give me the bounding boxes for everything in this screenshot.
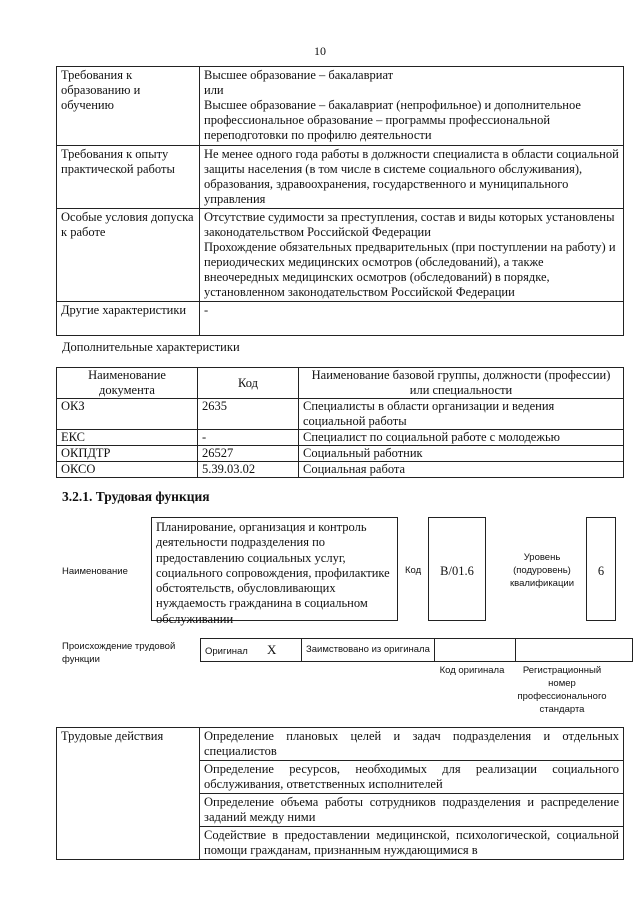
function-code-box: B/01.6 — [428, 517, 486, 621]
header-code: Код — [198, 368, 299, 399]
labor-action: Содействие в предоставлении медицинской, психологической, социальной помощи гражданам, признанным нуждающимися в — [200, 827, 624, 860]
requirement-label: Требования к опыту практической работы — [57, 146, 200, 209]
original-code-cell — [435, 639, 516, 662]
registration-number-cell — [516, 639, 633, 662]
table-row — [57, 67, 624, 146]
requirements-table — [56, 66, 624, 336]
level-label: Уровень (подуровень) квалификации — [509, 552, 575, 589]
table-row: ЕКС - Специалист по социальной работе с молодежью — [57, 430, 624, 446]
origin-label: Происхождение трудовой функции — [62, 641, 176, 665]
code-caption: Код оригинала — [439, 665, 505, 676]
original-cell: Оригинал X — [201, 639, 302, 662]
original-mark: X — [266, 641, 277, 657]
code-label: Код — [405, 565, 422, 576]
labor-action: Определение плановых целей и задач подразделения и отдельных специалистов — [200, 728, 624, 761]
table-row — [57, 728, 624, 761]
requirement-value: - — [200, 302, 624, 336]
requirement-label: Особые условия допуска к работе — [57, 209, 200, 302]
additional-title: Дополнительные характеристики — [62, 340, 240, 354]
table-row — [57, 146, 624, 209]
table-row — [57, 209, 624, 302]
header-name: Наименование базовой группы, должности (профессии) или специальности — [299, 368, 624, 399]
labor-action: Определение объема работы сотрудников подразделения и распределение заданий между ними — [200, 794, 624, 827]
additional-table — [56, 367, 624, 478]
origin-table — [200, 638, 633, 662]
function-level-box: 6 — [586, 517, 616, 621]
name-label: Наименование — [62, 566, 128, 577]
table-row — [57, 302, 624, 336]
function-name-box: Планирование, организация и контроль деятельности подразделения по предоставлению социальных услуг, социального сопровождения, профилактике обстоятельств, обусловливающих нуждаемость гражданина в социальном обслуживании — [151, 517, 398, 621]
table-row: ОКЗ 2635 Специалисты в области организации и ведения социальной работы — [57, 399, 624, 430]
labor-actions-label: Трудовые действия — [57, 728, 200, 860]
table-header — [57, 368, 624, 399]
requirement-label: Требования к образованию и обучению — [57, 67, 200, 146]
requirement-label: Другие характеристики — [57, 302, 200, 336]
labor-actions-table — [56, 727, 624, 860]
table-row: ОКСО 5.39.03.02 Социальная работа — [57, 462, 624, 478]
labor-action: Определение ресурсов, необходимых для реализации социального обслуживания, ответственных исполнителей — [200, 761, 624, 794]
table-row — [201, 639, 633, 662]
borrowed-cell: Заимствовано из оригинала — [302, 639, 435, 662]
table-row: ОКПДТР 26527 Социальный работник — [57, 446, 624, 462]
requirement-value: Отсутствие судимости за преступления, состав и виды которых установлены законодательством Российской Федерации Прохождение обязательных предварительных (при поступлении на работу) и периодических медицинских осмотров (обследований), а также внеочередных медицинских осмотров (обследований) в порядке, установленном законодательством Российской Федерации — [200, 209, 624, 302]
reg-caption: Регистрационный номер профессионального стандарта — [517, 665, 607, 715]
requirement-value: Не менее одного года работы в должности специалиста в области социальной защиты населения (в том числе в системе социального обслуживания), образования, здравоохранения, государственного и муниципального управления — [200, 146, 624, 209]
function-heading: 3.2.1. Трудовая функция — [62, 489, 210, 504]
page-number: 10 — [314, 44, 326, 58]
header-doc: Наименование документа — [57, 368, 198, 399]
requirement-value: Высшее образование – бакалавриат или Высшее образование – бакалавриат (непрофильное) и дополнительное профессиональное образование – программы профессиональной переподготовки по профилю деятельности — [200, 67, 624, 146]
